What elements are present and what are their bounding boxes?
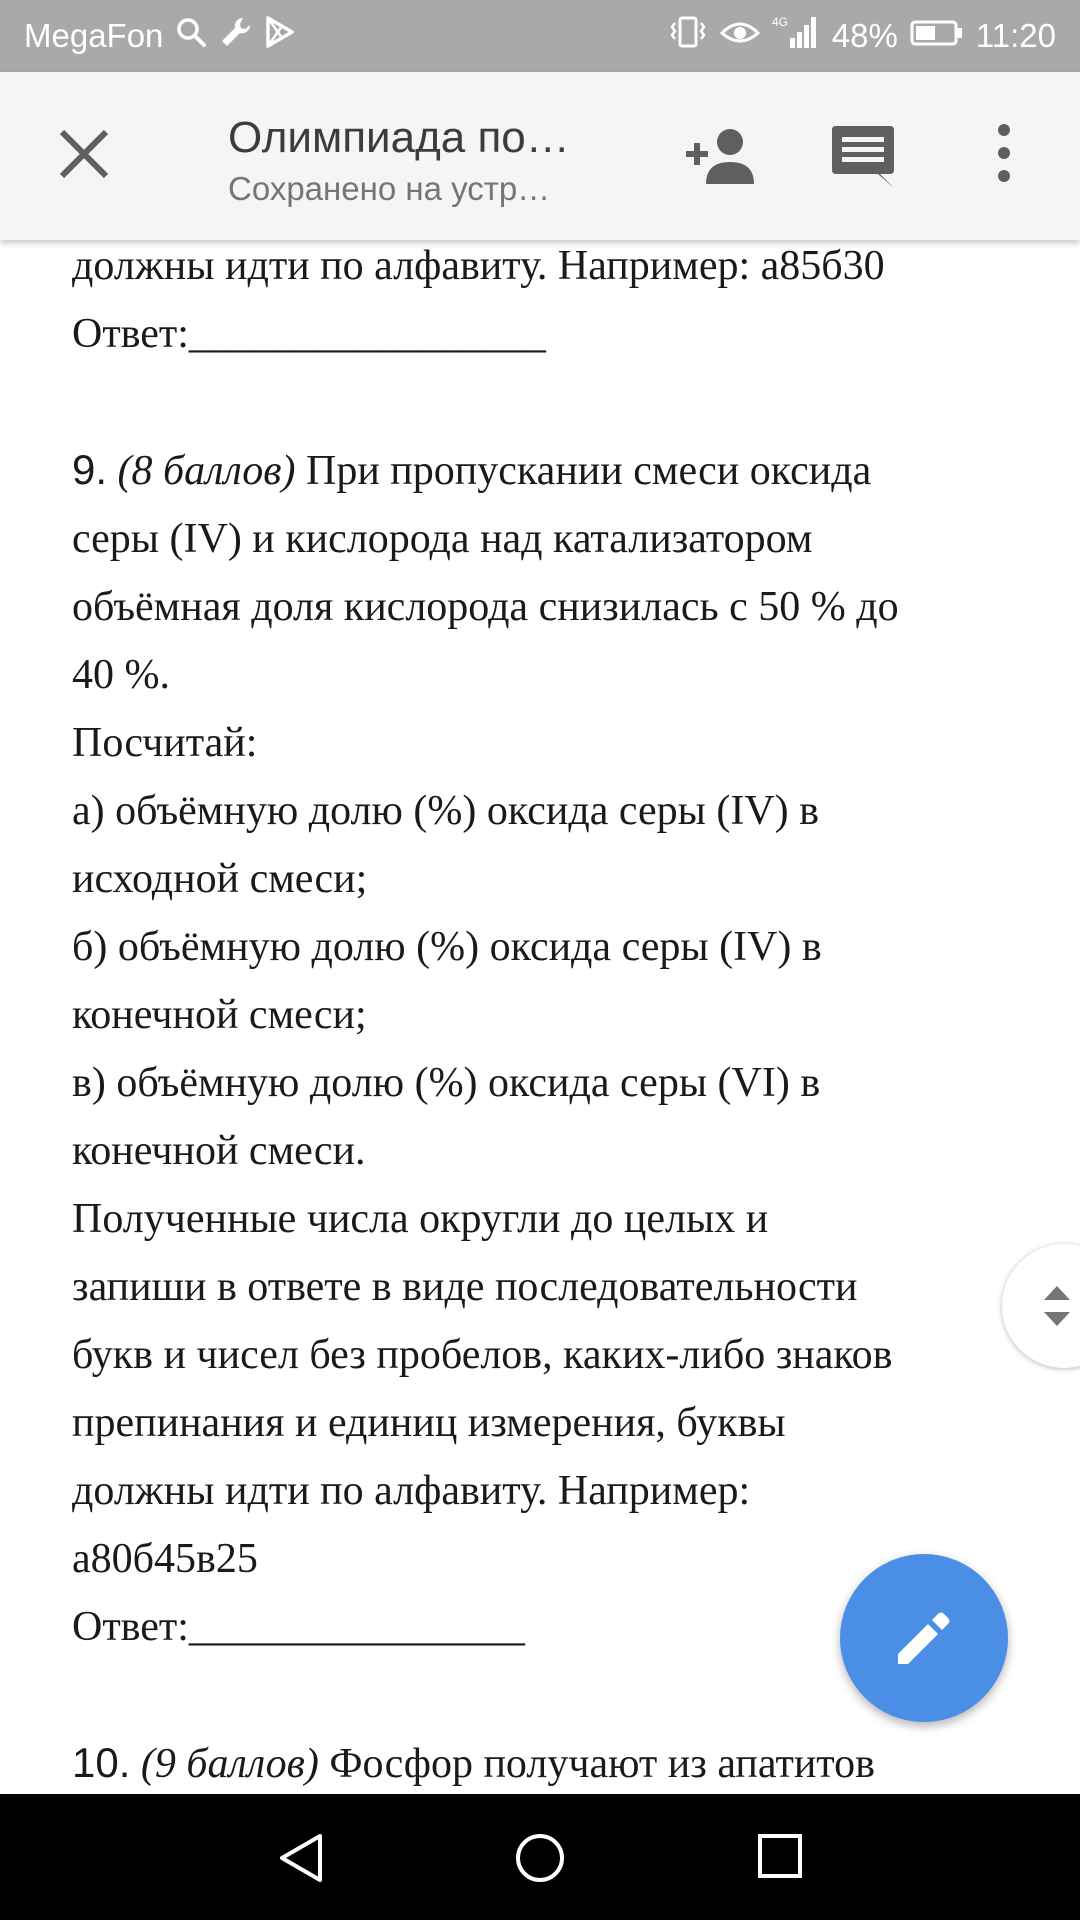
status-bar-right	[668, 0, 1056, 72]
battery-icon	[910, 17, 964, 55]
text-line: Полученные числа округли до целых и	[72, 1196, 769, 1242]
text-line: конечной смеси;	[72, 992, 367, 1038]
text-line: препинания и единиц измерения, буквы	[72, 1400, 786, 1446]
task-text: Фосфор получают из апатитов	[318, 1741, 875, 1787]
text-line: должны идти по алфавиту. Например: а85б30	[72, 243, 885, 289]
battery-percent: 48%	[831, 17, 898, 54]
edit-pencil-icon	[894, 1608, 954, 1668]
home-icon	[514, 1832, 566, 1884]
task9-heading	[72, 436, 1012, 505]
close-button[interactable]	[52, 122, 116, 186]
document-subtitle: Сохранено на устр…	[228, 170, 551, 207]
answer-line: Ответ:________________	[72, 1604, 525, 1650]
eye-icon	[720, 17, 760, 55]
play-store-icon	[265, 16, 295, 56]
text-line: а) объёмную долю (%) оксида серы (IV) в	[72, 788, 819, 834]
document-titles	[228, 110, 608, 212]
task-points: (9 баллов)	[140, 1741, 319, 1787]
close-icon	[52, 122, 116, 186]
comment-icon	[830, 124, 896, 190]
text-line: запиши в ответе в виде последовательности	[72, 1264, 858, 1310]
app-bar	[0, 72, 1080, 240]
comments-button[interactable]	[830, 124, 896, 190]
task-points: (8 баллов)	[117, 448, 296, 494]
navigation-bar	[0, 1794, 1080, 1920]
status-bar-left	[24, 0, 295, 72]
text-line: в) объёмную долю (%) оксида серы (VI) в	[72, 1060, 821, 1106]
clock: 11:20	[975, 17, 1056, 54]
status-bar	[0, 0, 1080, 72]
add-person-icon	[684, 126, 756, 186]
text-line: 40 %.	[72, 652, 170, 698]
edit-button[interactable]	[840, 1554, 1008, 1722]
document-body[interactable]	[72, 232, 1012, 1798]
text-line: исходной смеси;	[72, 856, 368, 902]
home-button[interactable]	[514, 1832, 566, 1889]
task-text: При пропускании смеси оксида	[295, 448, 872, 494]
scroll-updown-icon	[1042, 1280, 1072, 1332]
answer-line: Ответ:_________________	[72, 311, 546, 357]
share-button[interactable]	[684, 126, 756, 186]
vibrate-icon	[668, 15, 708, 57]
network-type: 4G	[771, 15, 788, 29]
text-line: а80б45в25	[72, 1536, 258, 1582]
text-line: конечной смеси.	[72, 1128, 366, 1174]
document-title: Олимпиада по…	[228, 113, 570, 162]
text-line: букв и чисел без пробелов, каких-либо знаков	[72, 1332, 893, 1378]
search-icon	[175, 16, 207, 56]
text-line: должны идти по алфавиту. Например:	[72, 1468, 751, 1514]
task-number: 9.	[72, 446, 108, 493]
text-line: Посчитай:	[72, 720, 258, 766]
back-button[interactable]	[276, 1832, 326, 1889]
signal-icon	[772, 14, 820, 58]
paragraph-gap	[72, 368, 1012, 436]
more-vert-icon	[992, 122, 1016, 188]
text-line: объёмная доля кислорода снизилась с 50 % до	[72, 584, 899, 630]
wrench-icon	[219, 15, 253, 57]
carrier-name: MegaFon	[24, 17, 164, 54]
more-options-button[interactable]	[992, 122, 1016, 188]
recents-icon	[756, 1832, 804, 1880]
recents-button[interactable]	[756, 1832, 804, 1885]
task-number: 10.	[72, 1739, 131, 1786]
back-icon	[276, 1832, 326, 1884]
fast-scroll-handle[interactable]	[1002, 1244, 1080, 1368]
text-line: б) объёмную долю (%) оксида серы (IV) в	[72, 924, 822, 970]
text-line: серы (IV) и кислорода над катализатором	[72, 516, 813, 562]
task10-heading	[72, 1729, 1012, 1798]
